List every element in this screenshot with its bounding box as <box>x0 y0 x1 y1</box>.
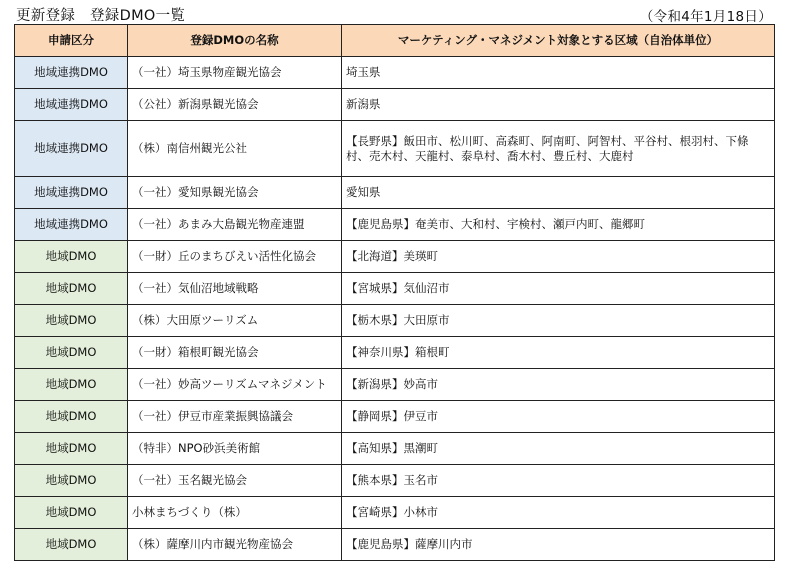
name-cell: （特非）NPO砂浜美術館 <box>128 433 342 465</box>
table-row <box>15 273 775 305</box>
category-cell: 地域DMO <box>15 401 128 433</box>
area-cell: 【北海道】美瑛町 <box>342 241 775 273</box>
name-cell: （一社）あまみ大島観光物産連盟 <box>128 209 342 241</box>
name-cell: （公社）新潟県観光協会 <box>128 89 342 121</box>
name-cell: （株）南信州観光公社 <box>128 121 342 177</box>
area-cell: 【宮城県】気仙沼市 <box>342 273 775 305</box>
table-row <box>15 121 775 177</box>
name-cell: （一社）妙高ツーリズムマネジメント <box>128 369 342 401</box>
area-cell: 【宮崎県】小林市 <box>342 497 775 529</box>
name-cell: （一財）箱根町観光協会 <box>128 337 342 369</box>
name-cell: （一財）丘のまちびえい活性化協会 <box>128 241 342 273</box>
date-label: （令和4年1月18日） <box>639 9 772 25</box>
category-cell: 地域DMO <box>15 337 128 369</box>
table-header-row <box>15 25 775 57</box>
area-cell: 【鹿児島県】薩摩川内市 <box>342 529 775 561</box>
name-cell: （一社）気仙沼地域戦略 <box>128 273 342 305</box>
column-header-category: 申請区分 <box>15 25 128 57</box>
column-header-name: 登録DMOの名称 <box>128 25 342 57</box>
table-row <box>15 433 775 465</box>
area-cell: 【栃木県】大田原市 <box>342 305 775 337</box>
column-header-area: マーケティング・マネジメント対象とする区域（自治体単位） <box>342 25 775 57</box>
table-row <box>15 177 775 209</box>
table-row <box>15 369 775 401</box>
category-cell: 地域連携DMO <box>15 89 128 121</box>
area-cell: 愛知県 <box>342 177 775 209</box>
table-row <box>15 57 775 89</box>
table-row <box>15 497 775 529</box>
name-cell: 小林まちづくり（株） <box>128 497 342 529</box>
area-cell: 【高知県】黒潮町 <box>342 433 775 465</box>
category-cell: 地域DMO <box>15 433 128 465</box>
area-cell: 【鹿児島県】奄美市、大和村、宇検村、瀬戸内町、龍郷町 <box>342 209 775 241</box>
table-row <box>15 89 775 121</box>
category-cell: 地域DMO <box>15 273 128 305</box>
name-cell: （一社）愛知県観光協会 <box>128 177 342 209</box>
name-cell: （株）薩摩川内市観光物産協会 <box>128 529 342 561</box>
area-cell: 埼玉県 <box>342 57 775 89</box>
category-cell: 地域DMO <box>15 529 128 561</box>
name-cell: （一社）玉名観光協会 <box>128 465 342 497</box>
category-cell: 地域DMO <box>15 241 128 273</box>
category-cell: 地域連携DMO <box>15 209 128 241</box>
category-cell: 地域連携DMO <box>15 57 128 89</box>
category-cell: 地域DMO <box>15 465 128 497</box>
category-cell: 地域DMO <box>15 305 128 337</box>
table-row <box>15 209 775 241</box>
area-cell: 【長野県】飯田市、松川町、高森町、阿南町、阿智村、平谷村、根羽村、下條村、売木村、天龍村、泰阜村、喬木村、豊丘村、大鹿村 <box>342 121 775 177</box>
name-cell: （一社）伊豆市産業振興協議会 <box>128 401 342 433</box>
category-cell: 地域DMO <box>15 369 128 401</box>
area-cell: 【静岡県】伊豆市 <box>342 401 775 433</box>
category-cell: 地域連携DMO <box>15 177 128 209</box>
name-cell: （株）大田原ツーリズム <box>128 305 342 337</box>
table-row <box>15 465 775 497</box>
dmo-table <box>14 24 775 561</box>
category-cell: 地域連携DMO <box>15 121 128 177</box>
table-row <box>15 305 775 337</box>
table-row <box>15 241 775 273</box>
area-cell: 新潟県 <box>342 89 775 121</box>
area-cell: 【熊本県】玉名市 <box>342 465 775 497</box>
table-row <box>15 337 775 369</box>
area-cell: 【新潟県】妙高市 <box>342 369 775 401</box>
table-row <box>15 529 775 561</box>
page-title: 更新登録 登録DMO一覧 <box>16 8 186 24</box>
table-row <box>15 401 775 433</box>
area-cell: 【神奈川県】箱根町 <box>342 337 775 369</box>
category-cell: 地域DMO <box>15 497 128 529</box>
name-cell: （一社）埼玉県物産観光協会 <box>128 57 342 89</box>
